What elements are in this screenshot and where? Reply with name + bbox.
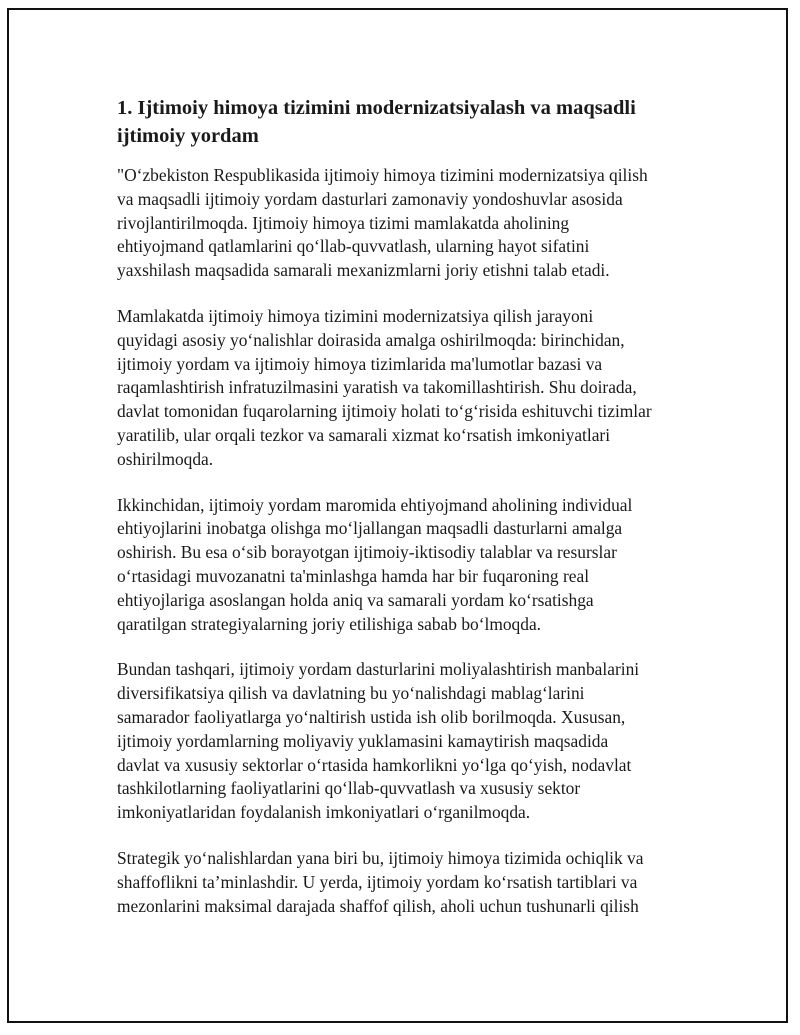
paragraph-intro bbox=[117, 164, 697, 283]
paragraph-line: yaratilib, ular orqali tezkor va samarali xizmat ko‘rsatish imkoniyatlari bbox=[117, 424, 611, 445]
paragraph-line: Ikkinchidan, ijtimoiy yordam maromida ehtiyojmand aholining individual bbox=[117, 494, 633, 515]
paragraph-line: diversifikatsiya qilish va davlatning bu yo‘nalishdagi mablag‘larini bbox=[117, 683, 585, 704]
heading-line: 1. Ijtimoiy himoya tizimini modernizatsiyalash va maqsadli bbox=[117, 97, 636, 119]
paragraph-line: ijtimoiy yordamlarning moliyaviy yuklamasini kamaytirish maqsadida bbox=[117, 730, 609, 751]
paragraph-line: mezonlarini maksimal darajada shaffof qilish, aholi uchun tushunarli qilish bbox=[117, 895, 639, 916]
section-heading bbox=[117, 94, 697, 150]
paragraph-line: davlat tomonidan fuqarolarning ijtimoiy holati to‘g‘risida eshituvchi tizimlar bbox=[117, 401, 652, 422]
heading-line: ijtimoiy yordam bbox=[117, 125, 259, 147]
paragraph-line: Bundan tashqari, ijtimoiy yordam dasturlarini moliyalashtirish manbalarini bbox=[117, 659, 640, 680]
paragraph-line: oshirilmoqda. bbox=[117, 448, 214, 469]
paragraph-directions bbox=[117, 305, 697, 472]
paragraph-line: va maqsadli ijtimoiy yordam dasturlari zamonaviy yondoshuvlar asosida bbox=[117, 188, 623, 209]
paragraph-second bbox=[117, 494, 697, 637]
paragraph-line: ijtimoiy yordam va ijtimoiy himoya tizimlarida ma'lumotlar bazasi va bbox=[117, 353, 603, 374]
paragraph-line: "O‘zbekiston Respublikasida ijtimoiy himoya tizimini modernizatsiya qilish bbox=[117, 165, 648, 185]
paragraph-funding bbox=[117, 658, 697, 825]
paragraph-line: yaxshilash maqsadida samarali mexanizmlarni joriy etishni talab etadi. bbox=[117, 260, 610, 281]
paragraph-line: davlat va xususiy sektorlar o‘rtasida hamkorlikni yo‘lga qo‘yish, nodavlat bbox=[117, 754, 632, 775]
paragraph-line: shaffoflikni ta’minlashdir. U yerda, ijtimoiy yordam ko‘rsatish tartiblari va bbox=[117, 871, 638, 892]
paragraph-line: rivojlantirilmoqda. Ijtimoiy himoya tizimi mamlakatda aholining bbox=[117, 212, 570, 233]
paragraph-line: tashkilotlarning faoliyatlarini qo‘llab-quvvatlash va xususiy sektor bbox=[117, 778, 581, 799]
document-body bbox=[117, 94, 697, 940]
paragraph-line: quyidagi asosiy yo‘nalishlar doirasida amalga oshirilmoqda: birinchidan, bbox=[117, 329, 625, 350]
paragraph-line: ehtiyojmand qatlamlarini qo‘llab-quvvatlash, ularning hayot sifatini bbox=[117, 236, 590, 257]
paragraph-line: Mamlakatda ijtimoiy himoya tizimini modernizatsiya qilish jarayoni bbox=[117, 305, 594, 326]
paragraph-line: qaratilgan strategiyalarning joriy etilishiga sabab bo‘lmoqda. bbox=[117, 613, 542, 634]
paragraph-transparency bbox=[117, 847, 697, 918]
paragraph-line: Strategik yo‘nalishlardan yana biri bu, ijtimoiy himoya tizimida ochiqlik va bbox=[117, 847, 644, 868]
paragraph-line: raqamlashtirish infratuzilmasini yaratish va takomillashtirish. Shu doirada, bbox=[117, 377, 637, 398]
paragraph-line: imkoniyatlaridan foydalanish imkoniyatlari o‘rganilmoqda. bbox=[117, 802, 531, 823]
paragraph-line: oshirish. Bu esa o‘sib borayotgan ijtimoiy-iktisodiy talablar va resurslar bbox=[117, 542, 617, 563]
paragraph-line: ehtiyojlariga asoslangan holda aniq va samarali yordam ko‘rsatishga bbox=[117, 589, 594, 610]
paragraph-line: samarador faoliyatlarga yo‘naltirish ustida ish olib borilmoqda. Xususan, bbox=[117, 706, 626, 727]
paragraph-line: ehtiyojlarini inobatga olishga mo‘ljallangan maqsadli dasturlarni amalga bbox=[117, 518, 623, 539]
paragraph-line: o‘rtasidagi muvozanatni ta'minlashga hamda har bir fuqaroning real bbox=[117, 565, 590, 586]
